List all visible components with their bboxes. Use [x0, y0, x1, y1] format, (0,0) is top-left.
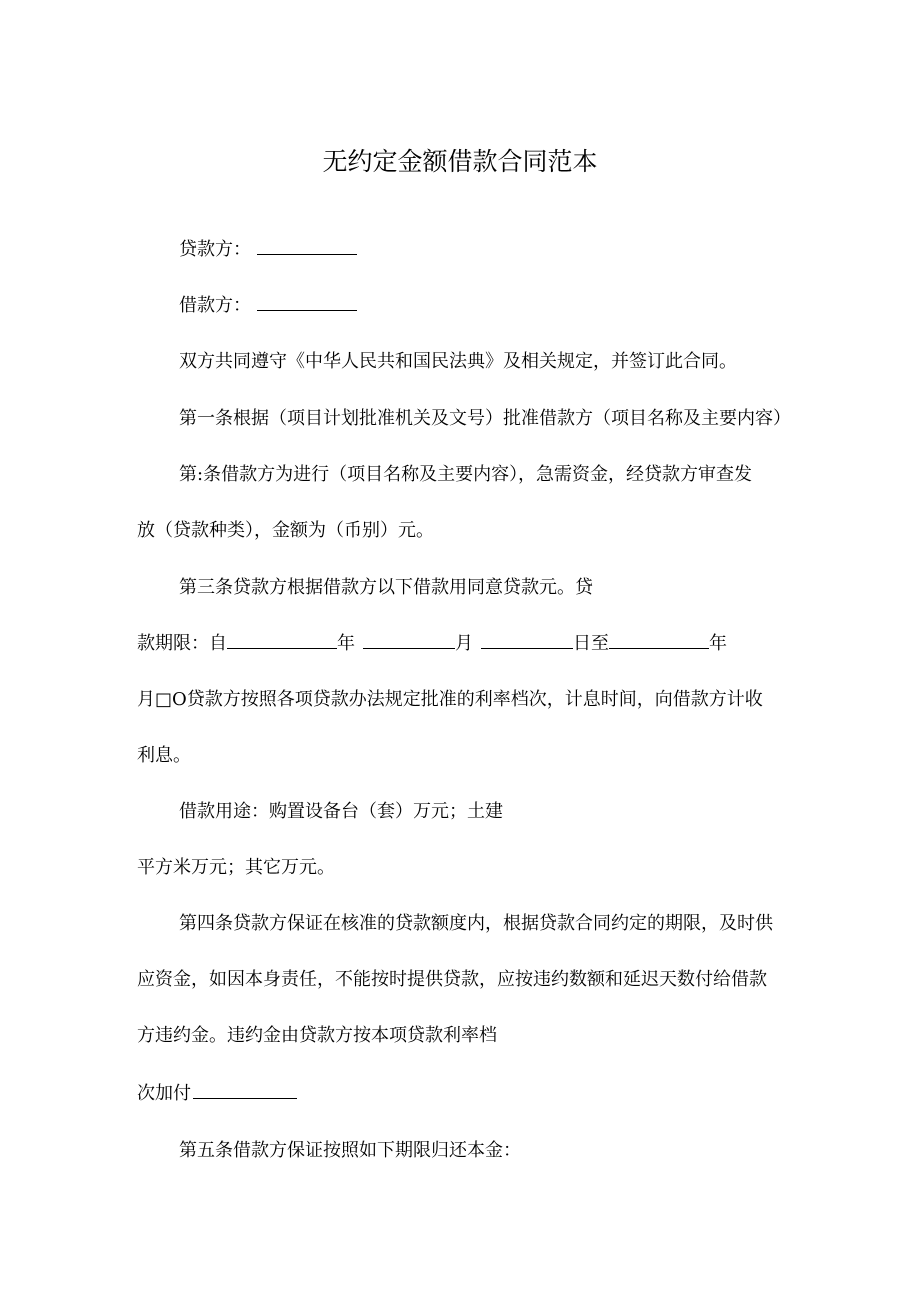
article-4-line-3: 方违约金。违约金由贷款方按本项贷款利率档: [137, 1025, 497, 1046]
loan-term-line: [137, 632, 727, 656]
term-day-to-label: 日至: [573, 633, 609, 654]
term-month-label: 月: [455, 633, 473, 654]
term-end-year-blank: [609, 632, 709, 649]
lender-blank: [257, 238, 357, 255]
article-2-line-1: 第:条借款方为进行（项目名称及主要内容），急需资金，经贷款方审查发: [179, 464, 753, 485]
preamble: 双方共同遵守《中华人民共和国民法典》及相关规定，并签订此合同。: [179, 351, 737, 372]
term-year-label: 年: [337, 633, 355, 654]
article-4-line-2: 应资金，如因本身责任，不能按时提供贷款，应按违约数额和延迟天数付给借款: [137, 969, 767, 990]
term-prefix: 款期限：自: [137, 633, 227, 654]
article-3-line-4: 利息。: [137, 745, 191, 766]
borrower-label: 借款方：: [179, 295, 251, 316]
article-4-line-4: [137, 1082, 297, 1106]
term-start-year-blank: [227, 632, 337, 649]
article-3-line-1: 第三条贷款方根据借款方以下借款用同意贷款元。贷: [179, 577, 593, 598]
extra-payment-label: 次加付: [137, 1083, 191, 1104]
article-5-line-1: 第五条借款方保证按照如下期限归还本金：: [179, 1140, 521, 1161]
lender-line: [179, 238, 357, 262]
article-4-line-1: 第四条贷款方保证在核准的贷款额度内，根据贷款合同约定的期限，及时供: [179, 913, 773, 934]
document-title: 无约定金额借款合同范本: [322, 147, 598, 176]
term-start-day-blank: [481, 632, 573, 649]
article-3-line-3: 月□O贷款方按照各项贷款办法规定批准的利率档次，计息时间，向借款方计收: [137, 689, 763, 710]
borrower-line: [179, 294, 357, 318]
term-year2-label: 年: [709, 633, 727, 654]
usage-line-1: 借款用途：购置设备台（套）万元；土建: [179, 801, 503, 822]
extra-payment-blank: [193, 1082, 297, 1099]
lender-label: 贷款方：: [179, 239, 251, 260]
article-2-line-2: 放（贷款种类），金额为（币别）元。: [137, 520, 434, 541]
term-start-month-blank: [363, 632, 455, 649]
article-1: 第一条根据（项目计划批准机关及文号）批准借款方（项目名称及主要内容）: [179, 408, 791, 429]
borrower-blank: [257, 294, 357, 311]
usage-line-2: 平方米万元；其它万元。: [137, 857, 335, 878]
